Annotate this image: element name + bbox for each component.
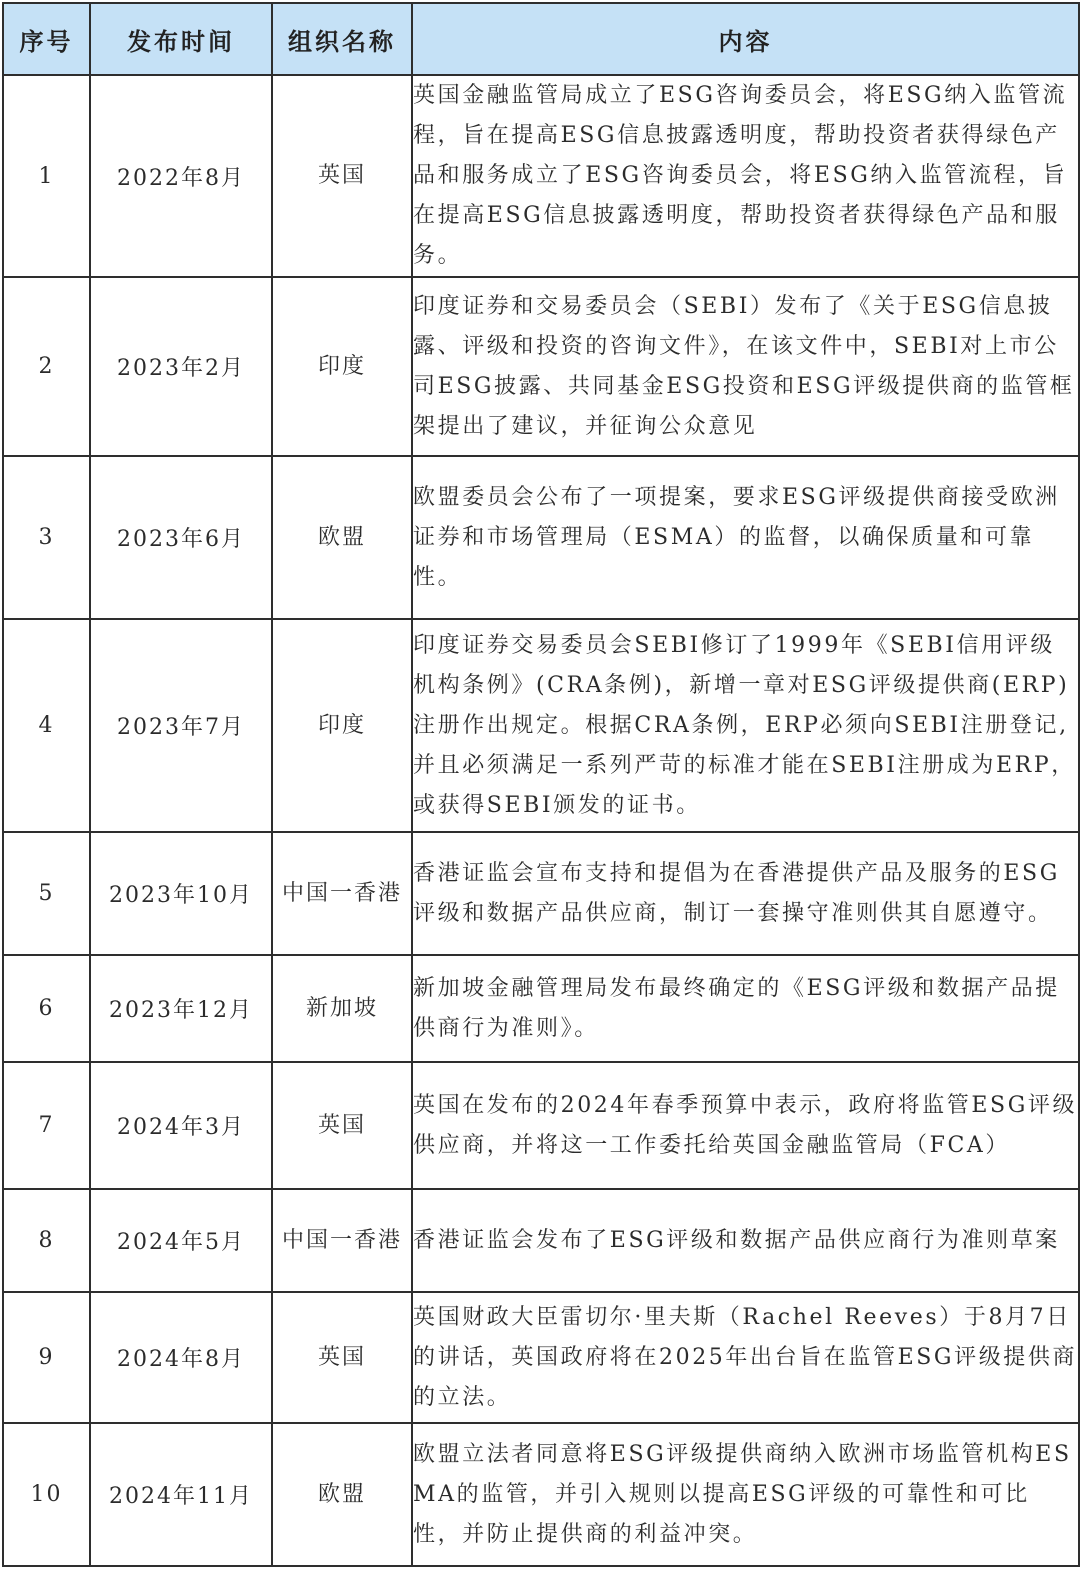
row-no: 2	[3, 277, 90, 456]
header-no: 序号	[3, 3, 90, 75]
row-date: 2022年8月	[90, 75, 272, 277]
row-no: 4	[3, 619, 90, 832]
table-row	[3, 75, 1079, 277]
row-org: 新加坡	[272, 955, 412, 1062]
header-row	[3, 3, 1079, 75]
row-date: 2023年12月	[90, 955, 272, 1062]
table-row	[3, 456, 1079, 619]
table-row	[3, 955, 1079, 1062]
esg-regulation-table	[2, 2, 1080, 1567]
row-content: 香港证监会宣布支持和提倡为在香港提供产品及服务的ESG评级和数据产品供应商，制订一套操守准则供其自愿遵守。	[412, 832, 1079, 955]
row-org: 英国	[272, 1062, 412, 1189]
row-content: 英国金融监管局成立了ESG咨询委员会，将ESG纳入监管流程，旨在提高ESG信息披露透明度，帮助投资者获得绿色产品和服务成立了ESG咨询委员会，将ESG纳入监管流程，旨在提高ESG信息披露透明度，帮助投资者获得绿色产品和服务。	[412, 75, 1079, 277]
row-content: 欧盟委员会公布了一项提案，要求ESG评级提供商接受欧洲证券和市场管理局（ESMA）的监督，以确保质量和可靠性。	[412, 456, 1079, 619]
row-content: 英国财政大臣雷切尔·里夫斯（Rachel Reeves）于8月7日的讲话，英国政府将在2025年出台旨在监管ESG评级提供商的立法。	[412, 1292, 1079, 1423]
row-org: 英国	[272, 75, 412, 277]
row-org: 英国	[272, 1292, 412, 1423]
row-no: 3	[3, 456, 90, 619]
row-org: 中国一香港	[272, 1189, 412, 1292]
row-date: 2023年7月	[90, 619, 272, 832]
table-row	[3, 277, 1079, 456]
row-date: 2023年6月	[90, 456, 272, 619]
table-row	[3, 1189, 1079, 1292]
row-org: 印度	[272, 277, 412, 456]
row-org: 欧盟	[272, 456, 412, 619]
row-date: 2024年3月	[90, 1062, 272, 1189]
table-row	[3, 832, 1079, 955]
row-no: 8	[3, 1189, 90, 1292]
row-content: 新加坡金融管理局发布最终确定的《ESG评级和数据产品提供商行为准则》。	[412, 955, 1079, 1062]
row-org: 印度	[272, 619, 412, 832]
row-no: 10	[3, 1423, 90, 1566]
header-date: 发布时间	[90, 3, 272, 75]
row-date: 2023年2月	[90, 277, 272, 456]
table-row	[3, 1292, 1079, 1423]
row-content: 香港证监会发布了ESG评级和数据产品供应商行为准则草案	[412, 1189, 1079, 1292]
table-row	[3, 1062, 1079, 1189]
row-content: 印度证券交易委员会SEBI修订了1999年《SEBI信用评级机构条例》(CRA条例)，新增一章对ESG评级提供商(ERP)注册作出规定。根据CRA条例，ERP必须向SEBI注册登记,并且必须满足一系列严苛的标准才能在SEBI注册成为ERP，或获得SEBI颁发的证书。	[412, 619, 1079, 832]
row-content: 印度证券和交易委员会（SEBI）发布了《关于ESG信息披露、评级和投资的咨询文件》，在该文件中，SEBI对上市公司ESG披露、共同基金ESG投资和ESG评级提供商的监管框架提出了建议，并征询公众意见	[412, 277, 1079, 456]
row-content: 欧盟立法者同意将ESG评级提供商纳入欧洲市场监管机构ESMA的监管，并引入规则以提高ESG评级的可靠性和可比性，并防止提供商的利益冲突。	[412, 1423, 1079, 1566]
row-date: 2024年11月	[90, 1423, 272, 1566]
table-row	[3, 619, 1079, 832]
header-content: 内容	[412, 3, 1079, 75]
row-date: 2024年8月	[90, 1292, 272, 1423]
row-no: 7	[3, 1062, 90, 1189]
row-org: 欧盟	[272, 1423, 412, 1566]
table-row	[3, 1423, 1079, 1566]
row-no: 9	[3, 1292, 90, 1423]
row-date: 2023年10月	[90, 832, 272, 955]
row-no: 1	[3, 75, 90, 277]
row-no: 5	[3, 832, 90, 955]
row-org: 中国一香港	[272, 832, 412, 955]
row-no: 6	[3, 955, 90, 1062]
header-org: 组织名称	[272, 3, 412, 75]
row-content: 英国在发布的2024年春季预算中表示，政府将监管ESG评级供应商，并将这一工作委托给英国金融监管局（FCA）	[412, 1062, 1079, 1189]
row-date: 2024年5月	[90, 1189, 272, 1292]
